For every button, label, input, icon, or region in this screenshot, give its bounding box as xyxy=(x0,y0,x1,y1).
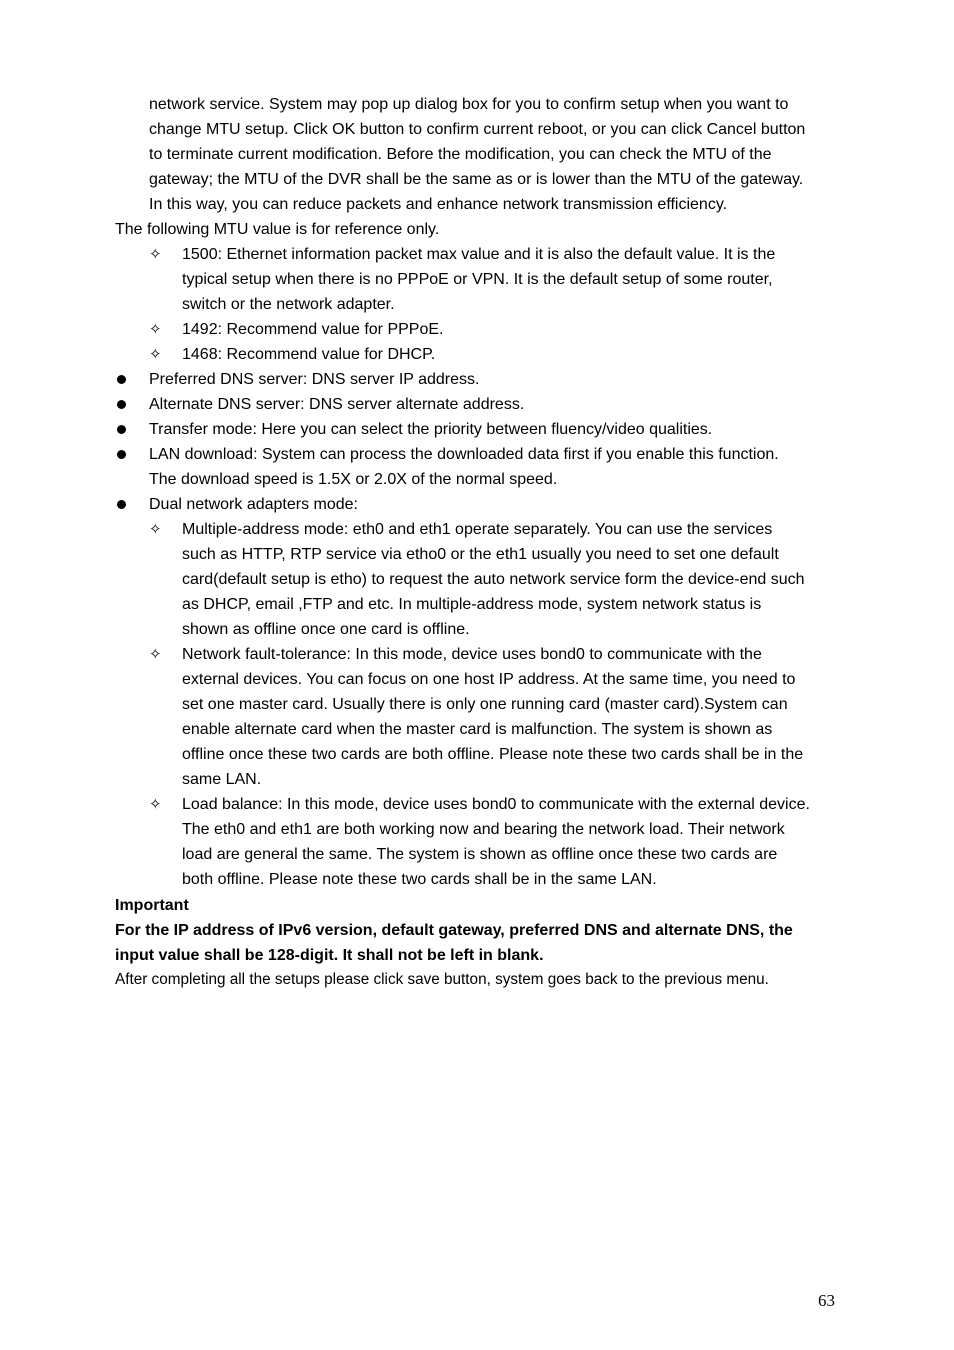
list-item-text: The eth0 and eth1 are both working now and bearing the network load. Their network xyxy=(182,821,785,838)
diamond-bullet-icon: ✧ xyxy=(149,320,162,338)
intro-line: change MTU setup. Click OK button to confirm current reboot, or you can click Cancel button xyxy=(149,121,806,138)
diamond-bullet-icon: ✧ xyxy=(149,645,162,663)
intro-line: network service. System may pop up dialog box for you to confirm setup when you want to xyxy=(149,96,789,113)
list-item-text: offline once these two cards are both offline. Please note these two cards shall be in the xyxy=(182,746,804,763)
list-item-text: Multiple-address mode: eth0 and eth1 operate separately. You can use the services xyxy=(182,521,773,538)
list-item-text: Preferred DNS server: DNS server IP address. xyxy=(149,371,480,388)
page-number: 63 xyxy=(818,1291,835,1310)
dot-bullet-icon xyxy=(117,500,126,509)
list-item-text: Alternate DNS server: DNS server alternate address. xyxy=(149,396,525,413)
diamond-bullet-icon: ✧ xyxy=(149,795,162,813)
dot-bullet-icon xyxy=(117,425,126,434)
list-item-text: Dual network adapters mode: xyxy=(149,496,358,513)
list-item-text: same LAN. xyxy=(182,771,262,788)
list-item-text: 1468: Recommend value for DHCP. xyxy=(182,346,436,363)
list-item-text: 1492: Recommend value for PPPoE. xyxy=(182,321,444,338)
list-item-text: LAN download: System can process the downloaded data first if you enable this function. xyxy=(149,446,779,463)
list-item-text: The download speed is 1.5X or 2.0X of the normal speed. xyxy=(149,471,558,488)
important-text: For the IP address of IPv6 version, default gateway, preferred DNS and alternate DNS, the xyxy=(115,922,793,939)
diamond-bullet-icon: ✧ xyxy=(149,520,162,538)
intro-line: gateway; the MTU of the DVR shall be the same as or is lower than the MTU of the gateway. xyxy=(149,171,804,188)
list-item-text: as DHCP, email ,FTP and etc. In multiple-address mode, system network status is xyxy=(182,596,762,613)
list-item-text: typical setup when there is no PPPoE or VPN. It is the default setup of some router, xyxy=(182,271,773,288)
closing-text: After completing all the setups please click save button, system goes back to the previous menu. xyxy=(115,971,769,988)
mtu-reference-text: The following MTU value is for reference only. xyxy=(115,221,440,238)
important-heading: Important xyxy=(115,897,189,914)
list-item-text: such as HTTP, RTP service via etho0 or the eth1 usually you need to set one default xyxy=(182,546,779,563)
list-item-text: switch or the network adapter. xyxy=(182,296,395,313)
list-item-text: set one master card. Usually there is only one running card (master card).System can xyxy=(182,696,788,713)
dot-bullet-icon xyxy=(117,400,126,409)
intro-line: to terminate current modification. Before the modification, you can check the MTU of the xyxy=(149,146,772,163)
list-item-text: 1500: Ethernet information packet max value and it is also the default value. It is the xyxy=(182,246,776,263)
list-item-text: shown as offline once one card is offline. xyxy=(182,621,470,638)
dot-bullet-icon xyxy=(117,450,126,459)
list-item-text: card(default setup is etho) to request the auto network service form the device-end such xyxy=(182,571,805,588)
list-item-text: Network fault-tolerance: In this mode, device uses bond0 to communicate with the xyxy=(182,646,762,663)
list-item-text: both offline. Please note these two cards shall be in the same LAN. xyxy=(182,871,657,888)
list-item-text: load are general the same. The system is shown as offline once these two cards are xyxy=(182,846,778,863)
list-item-text: Transfer mode: Here you can select the priority between fluency/video qualities. xyxy=(149,421,713,438)
intro-line: In this way, you can reduce packets and enhance network transmission efficiency. xyxy=(149,196,728,213)
diamond-bullet-icon: ✧ xyxy=(149,245,162,263)
important-text: input value shall be 128-digit. It shall not be left in blank. xyxy=(115,947,544,964)
diamond-bullet-icon: ✧ xyxy=(149,345,162,363)
dot-bullet-icon xyxy=(117,375,126,384)
list-item-text: Load balance: In this mode, device uses bond0 to communicate with the external device. xyxy=(182,796,810,813)
list-item-text: enable alternate card when the master card is malfunction. The system is shown as xyxy=(182,721,773,738)
list-item-text: external devices. You can focus on one host IP address. At the same time, you need to xyxy=(182,671,796,688)
